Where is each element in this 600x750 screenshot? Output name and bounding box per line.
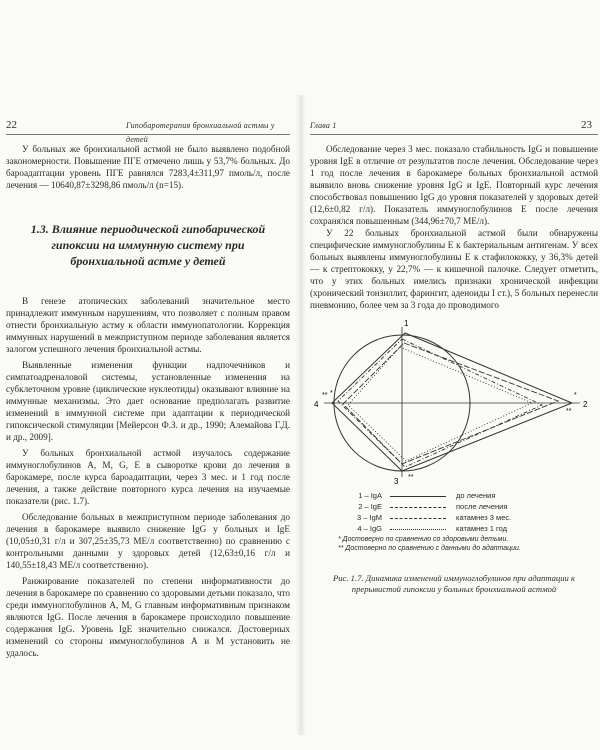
section-title: 1.3. Влияние периодической гипобарической гипоксии на иммунную систему при бронхиальной астме у детей — [30, 222, 266, 268]
axis-label-1: 1 — [404, 319, 409, 328]
right-page — [310, 118, 598, 595]
marker: * — [330, 390, 333, 397]
figure-note: ** Достоверно по сравнению с данными до адаптации. — [338, 545, 521, 552]
figure-note: * Достоверно по сравнению со здоровыми детьми. — [338, 536, 509, 543]
figure-legend — [338, 491, 598, 535]
axis-label-2: 2 — [583, 400, 588, 409]
marker: ** — [408, 474, 414, 481]
paragraph: В генезе атопических заболеваний значительное место принадлежит иммунным нарушениям, что позволяет с полным правом отнести бронхиальную астму к области иммунопатологии. Коррекция иммунных нарушений в межприступном периоде заболевания является залогом успешного лечения бронхиальной астмы. — [6, 296, 290, 354]
running-head-right: Глава 1 — [310, 121, 337, 130]
paragraph: Обследование больных в межприступном периоде заболевания до лечения в барокамере выявило снижение IgG у больных и IgE (10,05±0,31 г/л и 307,25±35,73 МЕ/л соответственно) по сравнению с контрольными данными у здоровых детей (12,63±0,16 г/л и 140,55±18,43 МЕ/л соответственно). — [6, 512, 290, 570]
paragraph: У больных же бронхиальной астмой не было выявлено подобной закономерности. Повышение ПГЕ отмечено лишь у 53,7% больных. До бароадаптации уровень ПГЕ равнялся 7283,4±311,97 пмоль/л, после лечения — 10640,87±3298,86 пмоль/л (n=15). — [6, 144, 290, 190]
marker: * — [574, 392, 577, 399]
paragraph: У больных бронхиальной астмой изучалось содержание иммуноглобулинов А, М, G, Е в сыворотке крови до лечения в барокамере, после курса бароадаптации, через 3 мес. и 1 год после лечения, а также действие повторного курса лечения на изучаемые показатели (рис. 1.7). — [6, 448, 290, 506]
marker: ** — [322, 392, 328, 399]
paragraph: Обследование через 3 мес. показало стабильность IgG и повышение уровня IgE в отличие от результатов после лечения. Обследование через 1 год после лечения в барокамере больных бронхиальной астмой выявило вновь снижение уровня IgG и IgE. Повторный курс лечения способствовал повышению IgG до уровня показателей у здоровых детей (12,6±0,82 г/л). Показатель иммуноглобулинов Е после лечения сохранялся повышенным (344,96±70,7 МЕ/л). — [310, 144, 598, 226]
polygon-before-treatment — [332, 333, 572, 471]
figure-caption: Рис. 1.7. Динамика изменений иммуноглобулинов при адаптации к прерывистой гипоксии у больных бронхиальной астмой — [332, 573, 575, 594]
figure-1-7 — [310, 317, 598, 595]
legend-item: 3 – IgM катамнез 3 мес. — [356, 513, 512, 522]
paragraph: Ранжирование показателей по степени информативности до лечения в барокамере по сравнению со здоровыми детьми показало, что среди иммуноглобулинов А, М, G главным информативным признаком являются IgG. После лечения в барокамере происходило повышение содержания IgG. Уровень IgE значительно снижался. Достоверных изменений со стороны иммуноглобулинов А и М установить не удалось. — [6, 576, 290, 658]
paragraph: Выявленные изменения функции надпочечников и симпатоадреналовой системы, установленные изменения на субклеточном уровне (циклические нуклеотиды) оказывают влияние на иммунные механизмы. Это дает основание предполагать развитие изменений в иммунной системе при адаптации к периодической гипоксической стимуляции [Мейерсон Ф.З. и др., 1990; Алемайова Г.Д. и др., 2009]. — [6, 360, 290, 442]
left-page-header — [6, 118, 290, 144]
book-gutter — [296, 95, 306, 735]
legend-item: 2 – IgE после лечения — [358, 502, 508, 511]
page-number-right: 23 — [581, 119, 592, 131]
legend-item: 4 – IgG катамнез 1 год — [357, 524, 508, 533]
axis-label-3: 3 — [394, 477, 399, 485]
marker: ** — [566, 408, 572, 415]
radar-diagram — [310, 317, 598, 485]
legend-item: 1 – IgA до лечения — [358, 491, 496, 500]
running-head-left: Гипобаротерапия бронхиальной астмы у детей — [126, 121, 275, 144]
axis-label-4: 4 — [314, 400, 319, 409]
left-page — [6, 118, 290, 659]
paragraph: У 22 больных бронхиальной астмой были обнаружены специфические иммуноглобулины Е к бактериальным антигенам. У всех больных выявлены иммуноглобулины Е к стафилококку, у 36,3% детей — к стрептококку, у 22,7% — к кишечной палочке. Следует отметить, что у этих больных имелись признаки хронической инфекции (хронический тонзиллит, фарингит, аденоиды I ст.), 5 больных перенесли пневмонию, более чем за 3 года до проводимого — [310, 228, 598, 310]
right-page-header — [310, 118, 598, 135]
page-number-left: 22 — [6, 119, 17, 131]
